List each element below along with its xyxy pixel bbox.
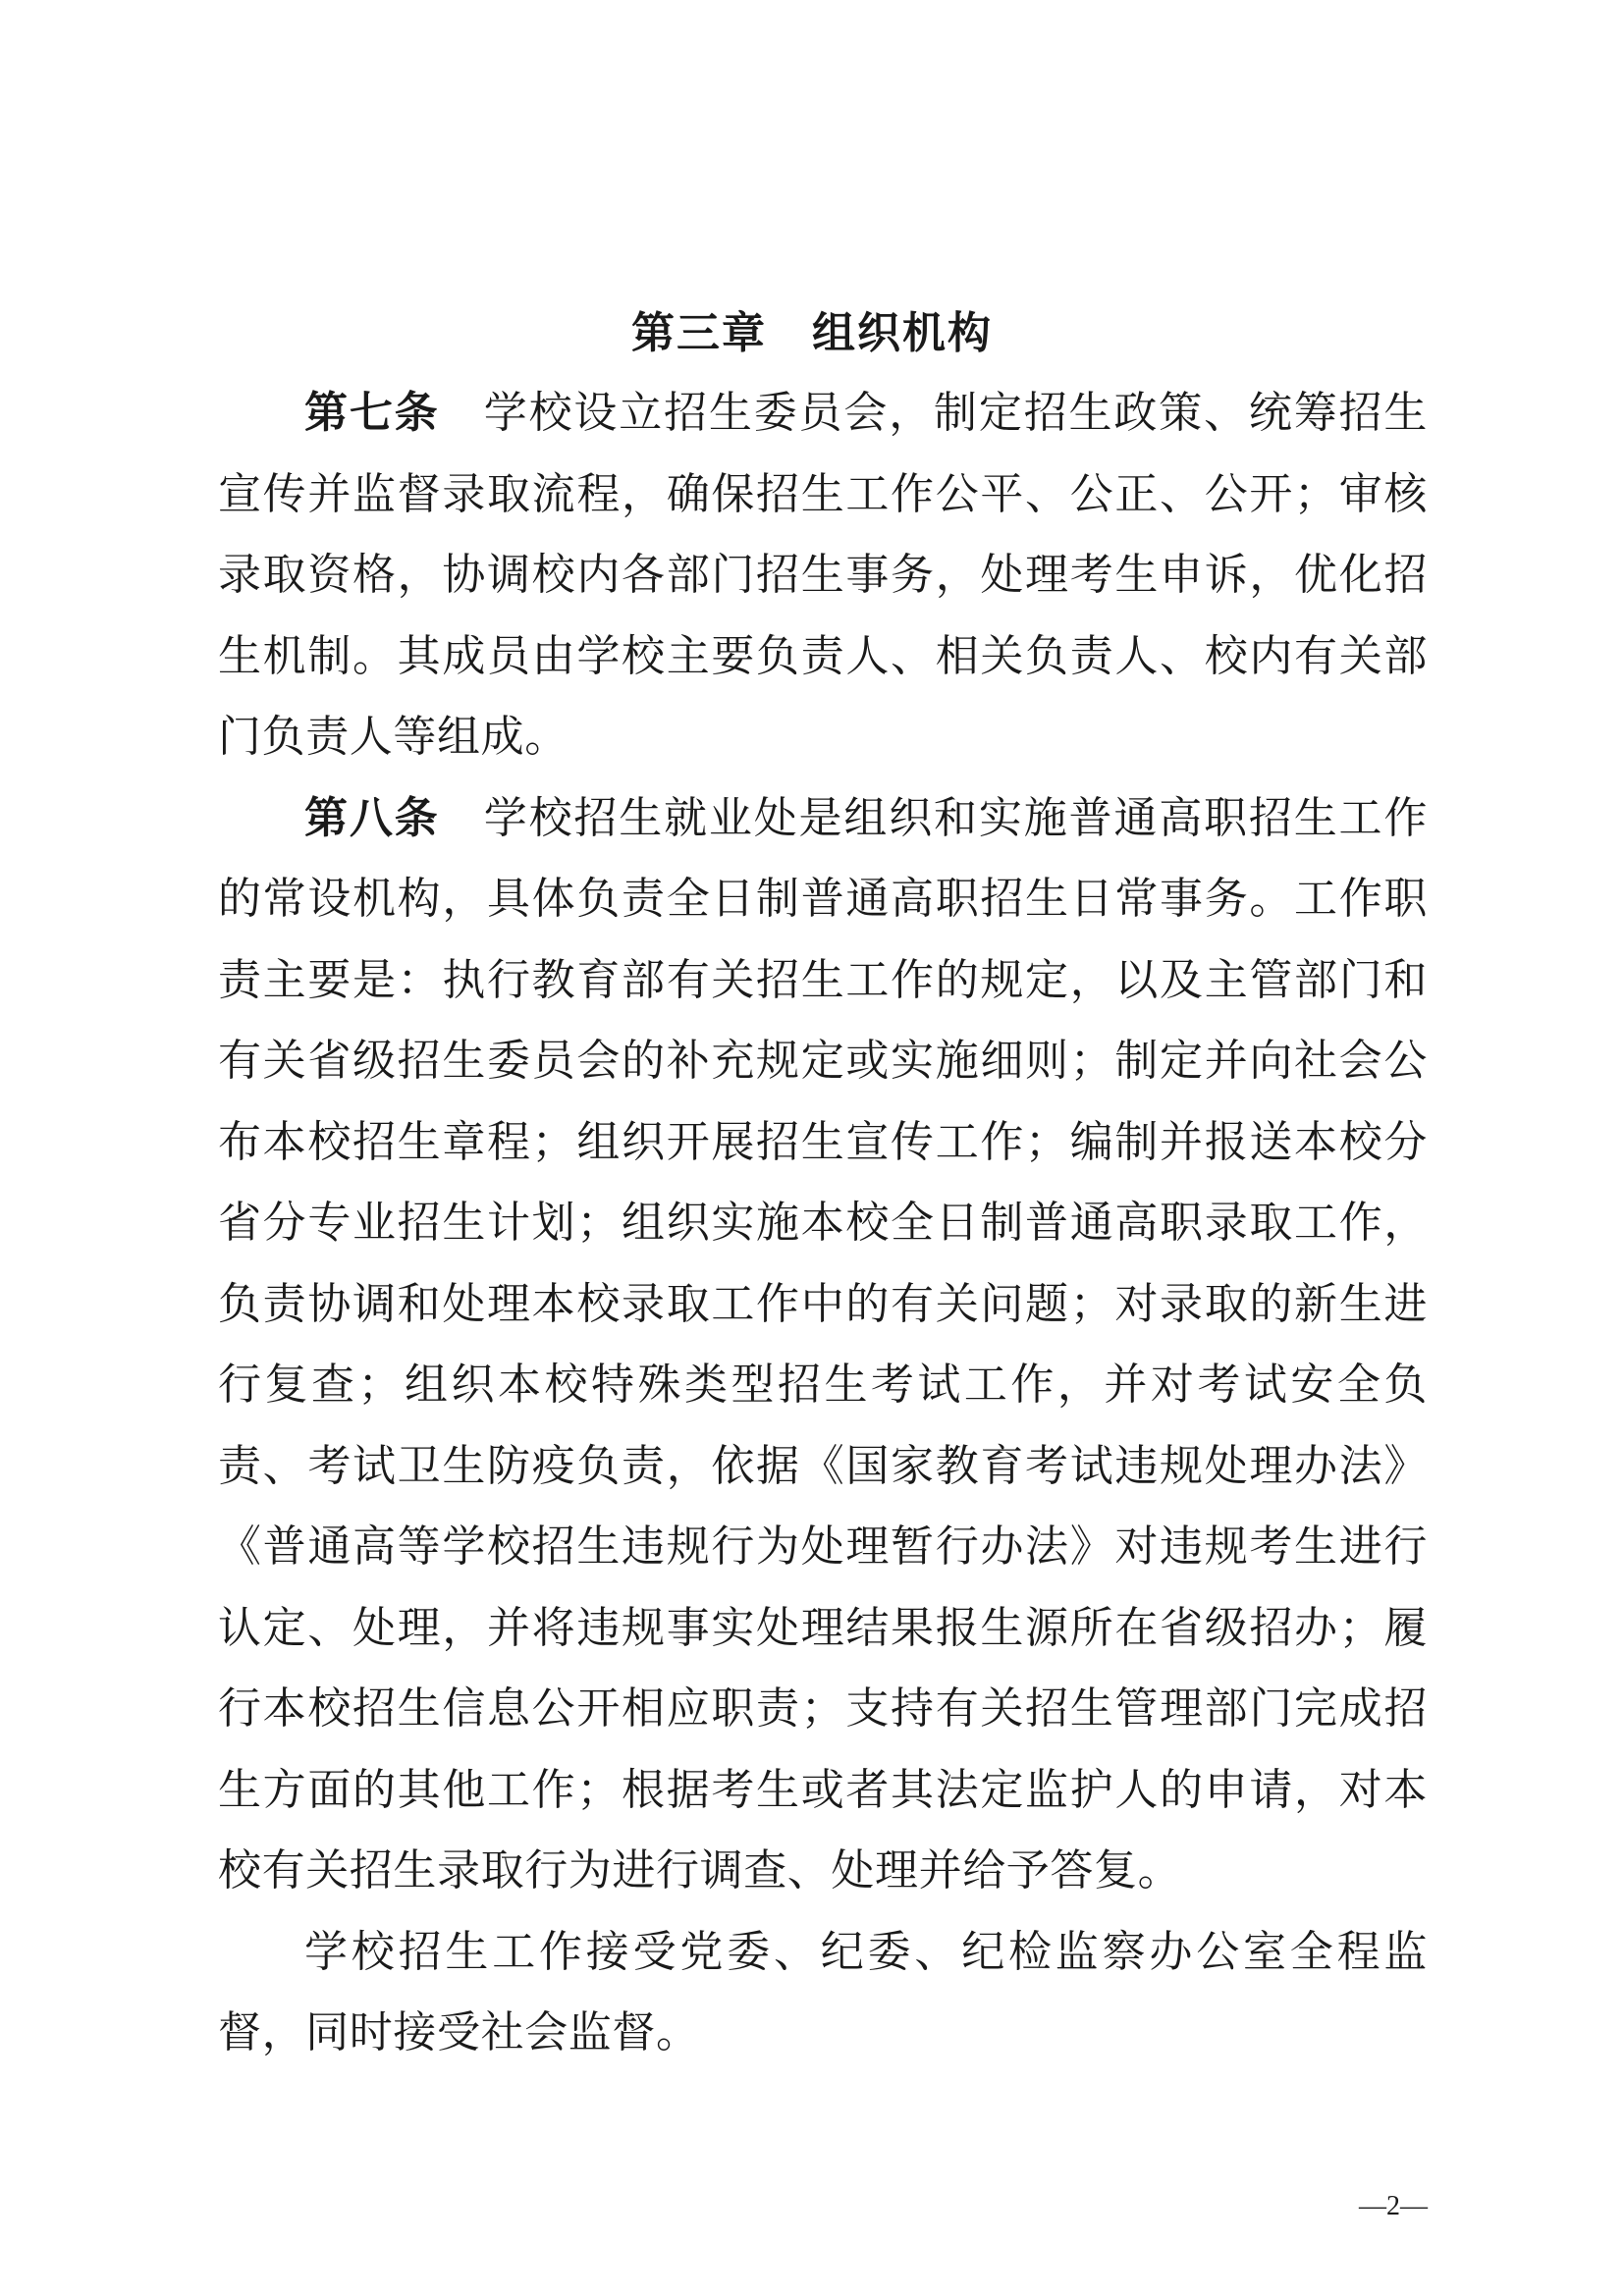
article-8 bbox=[218, 778, 1428, 1912]
body-text bbox=[218, 373, 1428, 2074]
article-8-text: 学校招生就业处是组织和实施普通高职招生工作的常设机构，具体负责全日制普通高职招生日常事务。工作职责主要是：执行教育部有关招生工作的规定，以及主管部门和有关省级招生委员会的补充规定或实施细则；制定并向社会公布本校招生章程；组织开展招生宣传工作；编制并报送本校分省分专业招生计划；组织实施本校全日制普通高职录取工作，负责协调和处理本校录取工作中的有关问题；对录取的新生进行复查；组织本校特殊类型招生考试工作，并对考试安全负责、考试卫生防疫负责，依据《国家教育考试违规处理办法》《普通高等学校招生违规行为处理暂行办法》对违规考生进行认定、处理，并将违规事实处理结果报生源所在省级招办；履行本校招生信息公开相应职责；支持有关招生管理部门完成招生方面的其他工作；根据考生或者其法定监护人的申请，对本校有关招生录取行为进行调查、处理并给予答复。 bbox=[218, 792, 1428, 1896]
article-7-text: 学校设立招生委员会，制定招生政策、统筹招生宣传并监督录取流程，确保招生工作公平、公正、公开；审核录取资格，协调校内各部门招生事务，处理考生申诉，优化招生机制。其成员由学校主要负责人、相关负责人、校内有关部门负责人等组成。 bbox=[218, 388, 1428, 762]
article-7-heading: 第七条 bbox=[304, 388, 440, 438]
supervision-paragraph: 学校招生工作接受党委、纪委、纪检监察办公室全程监督，同时接受社会监督。 bbox=[218, 1926, 1428, 2057]
article-8-heading: 第八条 bbox=[304, 792, 440, 843]
page-number: —2— bbox=[1359, 2191, 1428, 2221]
article-7 bbox=[218, 373, 1428, 778]
chapter-title: 第三章 组织机构 bbox=[631, 308, 993, 358]
